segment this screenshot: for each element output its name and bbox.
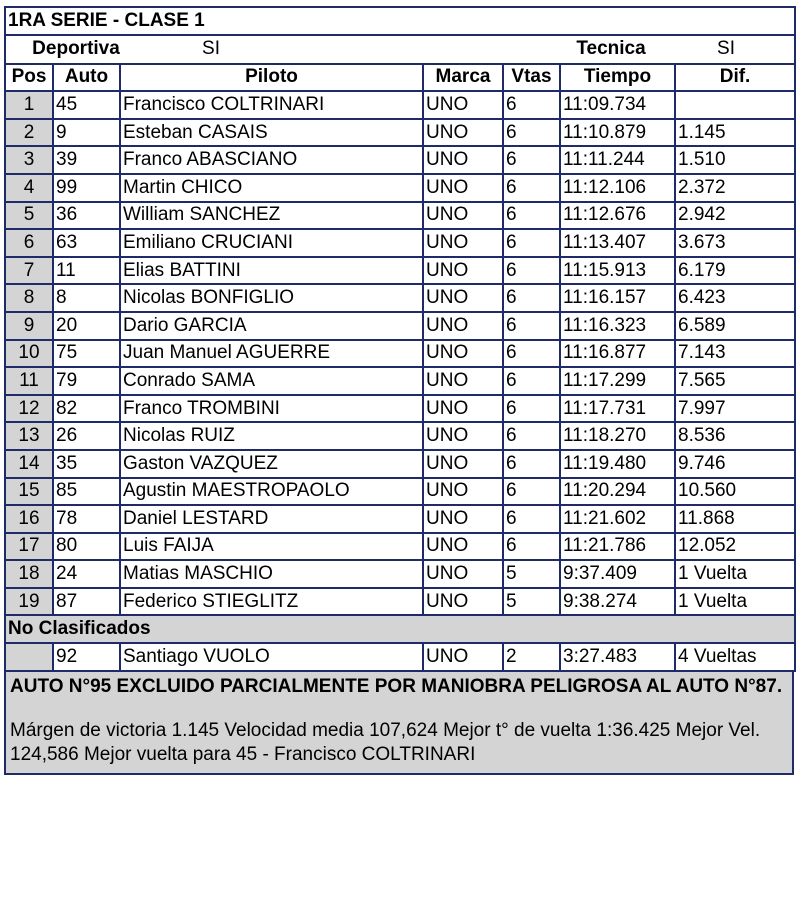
table-row bbox=[5, 367, 795, 395]
cell-tiempo: 11:09.734 bbox=[560, 91, 675, 119]
cell-dif: 7.997 bbox=[675, 395, 795, 423]
cell-auto: 36 bbox=[53, 202, 120, 230]
cell-vtas: 6 bbox=[503, 284, 560, 312]
cell-piloto: Nicolas RUIZ bbox=[120, 422, 423, 450]
table-row bbox=[5, 422, 795, 450]
cell-pos: 13 bbox=[5, 422, 53, 450]
cell-marca: UNO bbox=[423, 560, 503, 588]
cell-marca: UNO bbox=[423, 91, 503, 119]
cell-auto: 87 bbox=[53, 588, 120, 616]
cell-piloto: William SANCHEZ bbox=[120, 202, 423, 230]
cell-vtas: 6 bbox=[503, 229, 560, 257]
col-header-marca: Marca bbox=[423, 64, 503, 92]
cell-vtas: 6 bbox=[503, 450, 560, 478]
col-header-tiempo: Tiempo bbox=[560, 64, 675, 92]
table-row bbox=[5, 174, 795, 202]
table-row bbox=[5, 312, 795, 340]
meta-row bbox=[5, 35, 795, 64]
cell-auto: 9 bbox=[53, 119, 120, 147]
cell-tiempo: 11:15.913 bbox=[560, 257, 675, 285]
cell-vtas: 2 bbox=[503, 643, 560, 671]
col-header-piloto: Piloto bbox=[120, 64, 423, 92]
cell-vtas: 6 bbox=[503, 202, 560, 230]
title-row bbox=[5, 7, 795, 35]
section-label: No Clasificados bbox=[5, 615, 795, 643]
cell-pos: 2 bbox=[5, 119, 53, 147]
cell-dif: 4 Vueltas bbox=[675, 643, 795, 671]
cell-vtas: 5 bbox=[503, 588, 560, 616]
cell-vtas: 6 bbox=[503, 422, 560, 450]
cell-marca: UNO bbox=[423, 395, 503, 423]
cell-vtas: 6 bbox=[503, 533, 560, 561]
race-stats: Márgen de victoria 1.145 Velocidad media 107,624 Mejor t° de vuelta 1:36.425 Mejor Vel. 124,586 Mejor vuelta para 45 - Francisco COLTRINARI bbox=[10, 719, 761, 765]
cell-piloto: Nicolas BONFIGLIO bbox=[120, 284, 423, 312]
table-row bbox=[5, 478, 795, 506]
cell-dif bbox=[675, 91, 795, 119]
cell-dif: 10.560 bbox=[675, 478, 795, 506]
cell-vtas: 6 bbox=[503, 395, 560, 423]
cell-dif: 7.565 bbox=[675, 367, 795, 395]
cell-piloto: Federico STIEGLITZ bbox=[120, 588, 423, 616]
cell-auto: 79 bbox=[53, 367, 120, 395]
cell-marca: UNO bbox=[423, 588, 503, 616]
cell-tiempo: 11:19.480 bbox=[560, 450, 675, 478]
cell-dif: 2.372 bbox=[675, 174, 795, 202]
cell-piloto: Franco ABASCIANO bbox=[120, 146, 423, 174]
cell-vtas: 6 bbox=[503, 174, 560, 202]
cell-tiempo: 11:20.294 bbox=[560, 478, 675, 506]
table-row bbox=[5, 229, 795, 257]
cell-marca: UNO bbox=[423, 202, 503, 230]
cell-tiempo: 11:10.879 bbox=[560, 119, 675, 147]
cell-tiempo: 11:16.157 bbox=[560, 284, 675, 312]
cell-auto: 11 bbox=[53, 257, 120, 285]
cell-dif: 9.746 bbox=[675, 450, 795, 478]
cell-marca: UNO bbox=[423, 533, 503, 561]
cell-tiempo: 11:21.602 bbox=[560, 505, 675, 533]
cell-dif: 3.673 bbox=[675, 229, 795, 257]
col-header-pos: Pos bbox=[5, 64, 53, 92]
col-header-dif: Dif. bbox=[675, 64, 795, 92]
cell-auto: 26 bbox=[53, 422, 120, 450]
table-row bbox=[5, 146, 795, 174]
cell-piloto: Luis FAIJA bbox=[120, 533, 423, 561]
cell-pos: 15 bbox=[5, 478, 53, 506]
table-row bbox=[5, 560, 795, 588]
cell-dif: 6.589 bbox=[675, 312, 795, 340]
table-row bbox=[5, 91, 795, 119]
cell-dif: 2.942 bbox=[675, 202, 795, 230]
table-row bbox=[5, 505, 795, 533]
cell-auto: 8 bbox=[53, 284, 120, 312]
cell-tiempo: 11:18.270 bbox=[560, 422, 675, 450]
cell-piloto: Agustin MAESTROPAOLO bbox=[120, 478, 423, 506]
results-container bbox=[4, 6, 794, 775]
cell-pos: 12 bbox=[5, 395, 53, 423]
cell-pos: 17 bbox=[5, 533, 53, 561]
cell-marca: UNO bbox=[423, 312, 503, 340]
cell-dif: 1 Vuelta bbox=[675, 588, 795, 616]
cell-pos: 7 bbox=[5, 257, 53, 285]
table-row bbox=[5, 588, 795, 616]
table-row bbox=[5, 202, 795, 230]
cell-pos: 6 bbox=[5, 229, 53, 257]
cell-piloto: Martin CHICO bbox=[120, 174, 423, 202]
cell-marca: UNO bbox=[423, 146, 503, 174]
col-header-vtas: Vtas bbox=[503, 64, 560, 92]
tecnica-value: SI bbox=[717, 38, 735, 60]
cell-tiempo: 11:12.676 bbox=[560, 202, 675, 230]
cell-tiempo: 9:38.274 bbox=[560, 588, 675, 616]
table-row bbox=[5, 257, 795, 285]
cell-tiempo: 11:11.244 bbox=[560, 146, 675, 174]
deportiva-label: Deportiva bbox=[32, 38, 120, 60]
cell-pos: 5 bbox=[5, 202, 53, 230]
cell-tiempo: 11:17.299 bbox=[560, 367, 675, 395]
cell-marca: UNO bbox=[423, 284, 503, 312]
cell-vtas: 6 bbox=[503, 146, 560, 174]
cell-dif: 1 Vuelta bbox=[675, 560, 795, 588]
table-row bbox=[5, 284, 795, 312]
cell-vtas: 6 bbox=[503, 505, 560, 533]
cell-dif: 1.145 bbox=[675, 119, 795, 147]
cell-tiempo: 11:12.106 bbox=[560, 174, 675, 202]
cell-pos: 14 bbox=[5, 450, 53, 478]
cell-piloto: Santiago VUOLO bbox=[120, 643, 423, 671]
cell-dif: 1.510 bbox=[675, 146, 795, 174]
cell-auto: 78 bbox=[53, 505, 120, 533]
cell-piloto: Matias MASCHIO bbox=[120, 560, 423, 588]
cell-marca: UNO bbox=[423, 340, 503, 368]
cell-vtas: 5 bbox=[503, 560, 560, 588]
table-row bbox=[5, 533, 795, 561]
header-row bbox=[5, 64, 795, 92]
cell-marca: UNO bbox=[423, 174, 503, 202]
cell-dif: 11.868 bbox=[675, 505, 795, 533]
cell-marca: UNO bbox=[423, 367, 503, 395]
cell-auto: 63 bbox=[53, 229, 120, 257]
cell-dif: 6.423 bbox=[675, 284, 795, 312]
cell-auto: 99 bbox=[53, 174, 120, 202]
cell-marca: UNO bbox=[423, 422, 503, 450]
cell-auto: 82 bbox=[53, 395, 120, 423]
cell-piloto: Francisco COLTRINARI bbox=[120, 91, 423, 119]
cell-marca: UNO bbox=[423, 257, 503, 285]
no-clasificados-row bbox=[5, 615, 795, 643]
cell-piloto: Juan Manuel AGUERRE bbox=[120, 340, 423, 368]
tecnica-label: Tecnica bbox=[576, 38, 646, 60]
cell-marca: UNO bbox=[423, 119, 503, 147]
cell-pos: 10 bbox=[5, 340, 53, 368]
cell-marca: UNO bbox=[423, 478, 503, 506]
cell-tiempo: 11:13.407 bbox=[560, 229, 675, 257]
cell-pos: 11 bbox=[5, 367, 53, 395]
cell-tiempo: 9:37.409 bbox=[560, 560, 675, 588]
cell-tiempo: 11:16.877 bbox=[560, 340, 675, 368]
cell-auto: 92 bbox=[53, 643, 120, 671]
cell-vtas: 6 bbox=[503, 340, 560, 368]
cell-piloto: Gaston VAZQUEZ bbox=[120, 450, 423, 478]
penalty-note: AUTO N°95 EXCLUIDO PARCIALMENTE POR MANIOBRA PELIGROSA AL AUTO N°87. bbox=[10, 675, 783, 697]
cell-dif: 6.179 bbox=[675, 257, 795, 285]
cell-dif: 8.536 bbox=[675, 422, 795, 450]
cell-pos bbox=[5, 643, 53, 671]
cell-pos: 18 bbox=[5, 560, 53, 588]
cell-tiempo: 11:21.786 bbox=[560, 533, 675, 561]
notes-panel bbox=[4, 672, 794, 775]
cell-vtas: 6 bbox=[503, 367, 560, 395]
cell-pos: 9 bbox=[5, 312, 53, 340]
table-row bbox=[5, 340, 795, 368]
cell-marca: UNO bbox=[423, 643, 503, 671]
cell-auto: 35 bbox=[53, 450, 120, 478]
cell-marca: UNO bbox=[423, 450, 503, 478]
table-row bbox=[5, 395, 795, 423]
cell-auto: 39 bbox=[53, 146, 120, 174]
cell-marca: UNO bbox=[423, 505, 503, 533]
table-row bbox=[5, 450, 795, 478]
cell-auto: 24 bbox=[53, 560, 120, 588]
results-table bbox=[4, 6, 796, 672]
cell-piloto: Franco TROMBINI bbox=[120, 395, 423, 423]
cell-vtas: 6 bbox=[503, 257, 560, 285]
cell-vtas: 6 bbox=[503, 478, 560, 506]
cell-piloto: Esteban CASAIS bbox=[120, 119, 423, 147]
cell-pos: 1 bbox=[5, 91, 53, 119]
table-row bbox=[5, 643, 795, 671]
cell-auto: 80 bbox=[53, 533, 120, 561]
cell-dif: 7.143 bbox=[675, 340, 795, 368]
cell-piloto: Dario GARCIA bbox=[120, 312, 423, 340]
cell-auto: 75 bbox=[53, 340, 120, 368]
cell-tiempo: 11:16.323 bbox=[560, 312, 675, 340]
cell-tiempo: 3:27.483 bbox=[560, 643, 675, 671]
cell-dif: 12.052 bbox=[675, 533, 795, 561]
cell-vtas: 6 bbox=[503, 91, 560, 119]
cell-tiempo: 11:17.731 bbox=[560, 395, 675, 423]
deportiva-value: SI bbox=[202, 38, 220, 60]
cell-pos: 3 bbox=[5, 146, 53, 174]
cell-auto: 45 bbox=[53, 91, 120, 119]
cell-auto: 20 bbox=[53, 312, 120, 340]
cell-pos: 19 bbox=[5, 588, 53, 616]
cell-marca: UNO bbox=[423, 229, 503, 257]
cell-piloto: Conrado SAMA bbox=[120, 367, 423, 395]
cell-pos: 4 bbox=[5, 174, 53, 202]
cell-piloto: Elias BATTINI bbox=[120, 257, 423, 285]
cell-piloto: Emiliano CRUCIANI bbox=[120, 229, 423, 257]
cell-vtas: 6 bbox=[503, 312, 560, 340]
cell-vtas: 6 bbox=[503, 119, 560, 147]
page-title: 1RA SERIE - CLASE 1 bbox=[5, 7, 795, 35]
cell-auto: 85 bbox=[53, 478, 120, 506]
col-header-auto: Auto bbox=[53, 64, 120, 92]
cell-piloto: Daniel LESTARD bbox=[120, 505, 423, 533]
cell-pos: 16 bbox=[5, 505, 53, 533]
cell-pos: 8 bbox=[5, 284, 53, 312]
table-row bbox=[5, 119, 795, 147]
